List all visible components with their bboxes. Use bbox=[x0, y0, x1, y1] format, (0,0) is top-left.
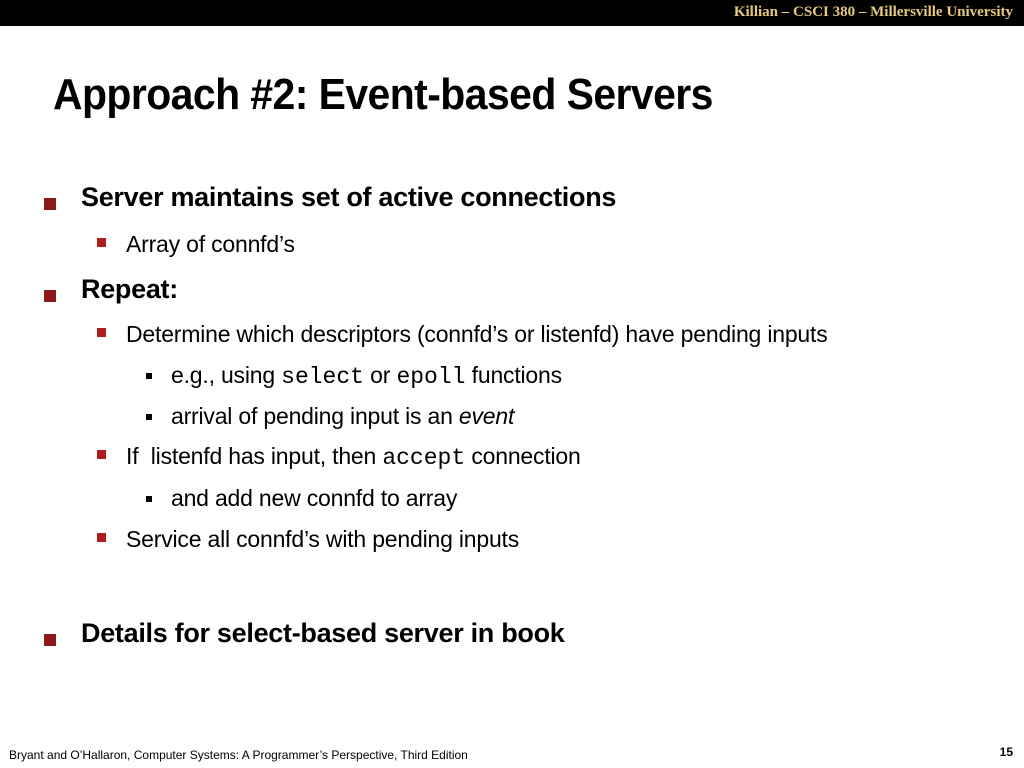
square-bullet-icon bbox=[97, 533, 106, 542]
square-bullet-icon bbox=[44, 198, 56, 210]
bullet-text bbox=[171, 362, 562, 390]
square-bullet-icon bbox=[97, 450, 106, 459]
bullet-text bbox=[126, 443, 581, 471]
page-number: 15 bbox=[999, 745, 1013, 759]
text-segment: functions bbox=[471, 362, 562, 388]
text-segment: or bbox=[370, 362, 391, 388]
slide-title: Approach #2: Event-based Servers bbox=[53, 70, 713, 119]
header-bar bbox=[0, 0, 1024, 26]
square-bullet-icon bbox=[146, 414, 152, 420]
square-bullet-icon bbox=[44, 290, 56, 302]
bullet-text bbox=[171, 403, 514, 430]
course-header-text: Killian – CSCI 380 – Millersville University bbox=[733, 4, 1013, 20]
bullet-text: Determine which descriptors (connfd’s or listenfd) have pending inputs bbox=[126, 321, 828, 347]
bullet-text: Server maintains set of active connections bbox=[81, 182, 617, 212]
square-bullet-icon bbox=[97, 238, 106, 247]
bullet-text: Array of connfd’s bbox=[126, 231, 295, 257]
square-bullet-icon bbox=[146, 496, 152, 502]
code-epoll: epoll bbox=[396, 364, 466, 390]
text-segment: e.g., using bbox=[171, 362, 275, 388]
code-select: select bbox=[281, 364, 364, 390]
bullet-text: Repeat: bbox=[81, 274, 178, 304]
bullet-text: Details for select-based server in book bbox=[81, 618, 565, 648]
square-bullet-icon bbox=[146, 373, 152, 379]
bullet-text: and add new connfd to array bbox=[171, 485, 458, 511]
text-segment: connection bbox=[471, 443, 581, 469]
emphasis-event: event bbox=[458, 403, 515, 429]
footer-citation: Bryant and O’Hallaron, Computer Systems: A Programmer’s Perspective, Third Edition bbox=[9, 748, 468, 762]
square-bullet-icon bbox=[44, 634, 56, 646]
text-segment: arrival of pending input is an bbox=[171, 403, 453, 429]
text-segment: If listenfd has input, then bbox=[126, 443, 377, 469]
bullet-text: Service all connfd’s with pending inputs bbox=[126, 526, 520, 552]
square-bullet-icon bbox=[97, 328, 106, 337]
code-accept: accept bbox=[382, 445, 466, 471]
